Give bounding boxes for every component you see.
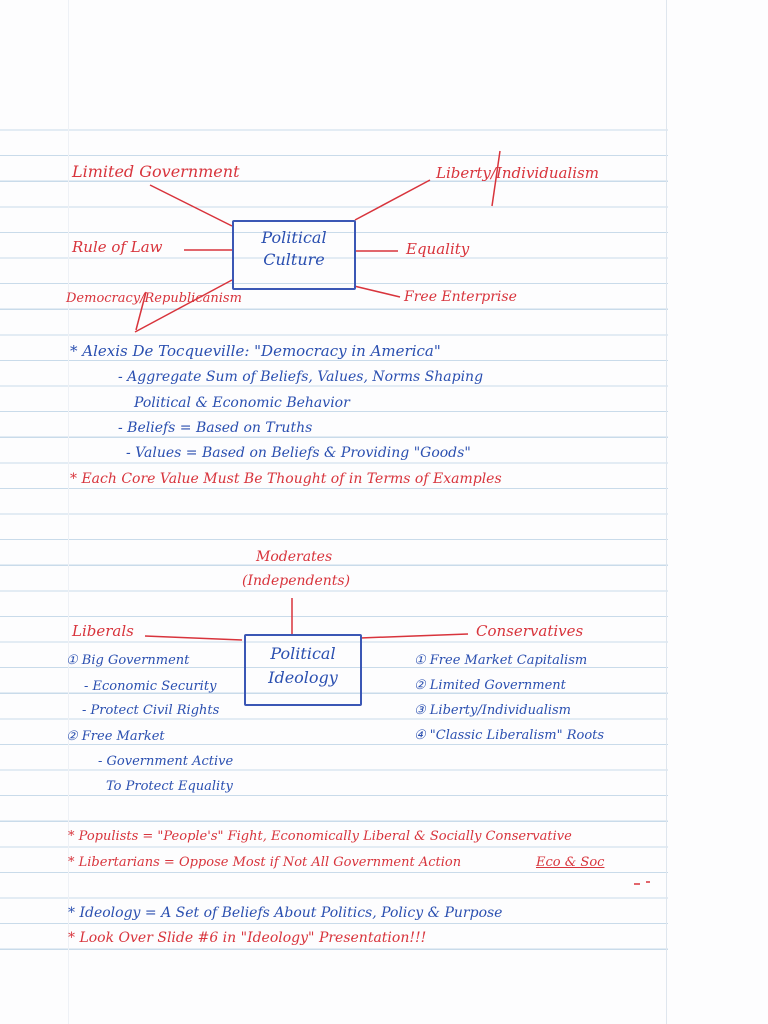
- ideology-definition: * Ideology = A Set of Beliefs About Politics, Policy & Purpose: [68, 905, 503, 921]
- tocqueville-note: * Alexis De Tocqueville: "Democracy in America": [70, 342, 441, 360]
- political-culture-line2: Culture: [263, 250, 325, 269]
- political-ideology-line2: Ideology: [268, 668, 338, 687]
- liberal-item: To Protect Equality: [106, 779, 233, 794]
- liberal-item: ② Free Market: [66, 729, 165, 744]
- political-culture-line1: Political: [261, 228, 327, 247]
- eco-soc-note: Eco & Soc: [536, 855, 605, 870]
- each-core-value-note: * Each Core Value Must Be Thought of in Terms of Examples: [70, 471, 502, 487]
- look-over-note: * Look Over Slide #6 in "Ideology" Presentation!!!: [68, 930, 427, 946]
- democracy-label: Democracy/Republicanism: [66, 291, 242, 306]
- conservative-item: ② Limited Government: [414, 678, 566, 693]
- liberty-label: Liberty/Individualism: [436, 164, 599, 182]
- conservative-item: ① Free Market Capitalism: [414, 653, 588, 668]
- political-ideology-line1: Political: [270, 644, 336, 663]
- political-culture-box: [232, 220, 356, 290]
- populists-note: * Populists = "People's" Fight, Economically Liberal & Socially Conservative: [68, 829, 572, 844]
- conservative-item: ③ Liberty/Individualism: [414, 703, 572, 718]
- values-line: - Values = Based on Beliefs & Providing "Goods": [126, 445, 471, 461]
- free-enterprise-label: Free Enterprise: [404, 289, 517, 305]
- aggregate-line-2: Political & Economic Behavior: [134, 395, 350, 411]
- limited-government-label: Limited Government: [72, 162, 240, 181]
- equality-label: Equality: [406, 240, 470, 258]
- liberal-item: - Economic Security: [84, 679, 217, 694]
- liberal-item: ① Big Government: [66, 653, 190, 668]
- moderates-label: Moderates: [256, 549, 333, 565]
- aggregate-line-1: - Aggregate Sum of Beliefs, Values, Norms Shaping: [118, 369, 484, 385]
- liberal-item: - Government Active: [98, 754, 234, 769]
- conservatives-label: Conservatives: [476, 622, 584, 640]
- rule-of-law-label: Rule of Law: [72, 238, 163, 256]
- liberals-label: Liberals: [72, 622, 134, 640]
- political-ideology-box: [244, 634, 362, 706]
- conservative-item: ④ "Classic Liberalism" Roots: [414, 728, 605, 743]
- independents-label: (Independents): [242, 573, 351, 589]
- liberal-item: - Protect Civil Rights: [82, 703, 220, 718]
- libertarians-note: * Libertarians = Oppose Most if Not All Government Action: [68, 855, 462, 870]
- beliefs-line: - Beliefs = Based on Truths: [118, 420, 313, 436]
